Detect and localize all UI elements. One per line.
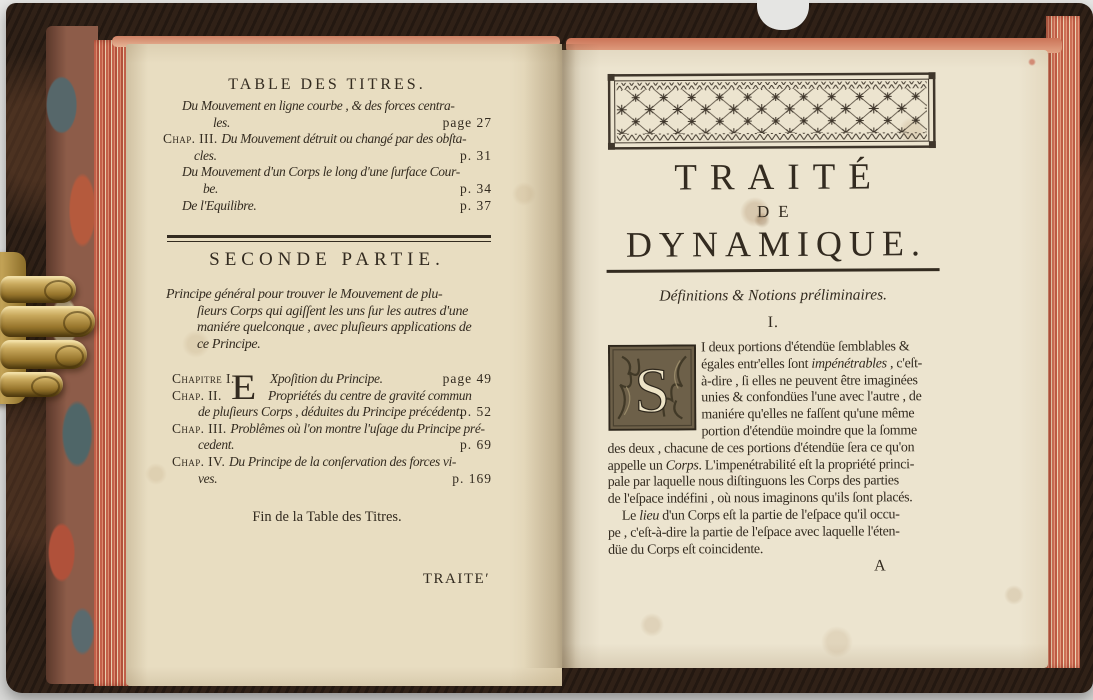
text-line	[162, 371, 492, 388]
text-line	[608, 457, 941, 476]
catchword: TRAITE′	[422, 571, 490, 587]
text-segment: Chapitre I.	[172, 371, 235, 386]
text-line	[162, 454, 492, 471]
text-segment: impénétrables	[811, 356, 887, 372]
text-segment: des deux , chacune de ces portions d'étendüe ſera ce qu'on	[607, 440, 915, 457]
text-line	[162, 304, 492, 321]
text-line	[608, 541, 941, 560]
text-segment: Chap. II.	[172, 387, 222, 403]
seconde-partie-heading: SECONDE PARTIE.	[209, 249, 445, 270]
chapter-list	[162, 367, 492, 487]
text-segment: à-dire , ſi elles ne peuvent être imaginées	[701, 372, 918, 389]
table-of-titles-entries	[162, 98, 492, 214]
page-number: p. 52	[460, 404, 492, 420]
first-paragraphs	[607, 339, 941, 559]
text-line	[608, 524, 941, 543]
fin-de-table-line: Fin de la Table des Titres.	[252, 509, 402, 525]
text-segment: ſieurs Corps qui agiſſent les uns ſur les autres d'une	[197, 303, 468, 319]
text-line	[162, 388, 492, 405]
text-segment: Du Principe de la conſervation des forces vi-	[229, 453, 457, 469]
signature-mark: A	[874, 557, 887, 575]
page-number: p. 169	[452, 470, 492, 486]
clasp-finger-tip	[63, 311, 92, 335]
clasp-finger-tip	[55, 345, 84, 368]
page-number: p. 31	[460, 147, 492, 163]
text-segment: maniére quelconque , avec pluſieurs applications de	[197, 320, 472, 336]
text-line	[162, 164, 492, 181]
text-segment: ves.	[198, 470, 218, 486]
right-page-text-block	[605, 0, 942, 700]
text-line	[607, 390, 940, 409]
text-line	[608, 490, 941, 509]
text-segment: cles.	[194, 147, 217, 163]
text-segment: maniére qu'elles ne faſſent qu'une même	[701, 406, 915, 423]
text-segment: Le	[621, 508, 640, 524]
text-segment: Principe général pour trouver le Mouvement de plu-	[166, 287, 443, 302]
text-segment: Problêmes où l'on montre l'uſage du Principe pré-	[230, 420, 485, 436]
text-segment: De l'Equilibre.	[182, 197, 257, 213]
text-line	[607, 373, 940, 392]
title-rule	[607, 268, 940, 273]
text-line	[162, 404, 492, 421]
text-segment: be.	[203, 180, 219, 196]
headpiece-ornament-icon	[608, 72, 936, 150]
page-number: p. 69	[460, 437, 492, 453]
book-title-line3: DYNAMIQUE.	[625, 223, 928, 265]
text-segment: , c'eſt-	[886, 356, 923, 372]
text-segment: cedent.	[198, 437, 235, 453]
table-des-titres-heading: TABLE DES TITRES.	[228, 76, 426, 93]
text-segment: Du Mouvement d'un Corps le long d'une ſurface Cour-	[182, 164, 460, 180]
text-segment: Du Mouvement en ligne courbe , & des forces centra-	[182, 98, 455, 113]
text-segment: pe , c'eſt-à-dire la partie de l'eſpace avec laquelle l'éten-	[607, 524, 900, 541]
clasp-finger	[0, 306, 95, 337]
right-page-edges	[1046, 16, 1080, 668]
text-segment: Corps	[665, 457, 699, 474]
text-line	[608, 474, 941, 493]
section-number: I.	[767, 313, 780, 332]
text-segment: Du Mouvement détruit ou changé par des obſta-	[221, 131, 467, 147]
drop-cap-s: S	[634, 354, 671, 426]
text-line	[162, 198, 492, 215]
text-segment: lieu	[639, 508, 660, 524]
text-segment: portion d'étendüe moindre que la ſomme	[701, 423, 917, 440]
brass-clasp-icon	[0, 252, 100, 404]
page-number: page 27	[442, 114, 492, 130]
section-heading: Définitions & Notions préliminaires.	[659, 286, 888, 305]
text-segment: unies & confondües l'une avec l'autre , de	[701, 389, 922, 406]
clasp-finger	[0, 340, 87, 369]
clasp-finger-tip	[44, 280, 73, 302]
text-segment: ce Principe.	[197, 336, 261, 352]
text-line	[162, 471, 492, 488]
book-title-line1: TRAITÉ	[674, 156, 884, 199]
text-line	[162, 287, 492, 304]
page-number: p. 34	[460, 180, 492, 196]
drop-cap-e: E	[231, 367, 257, 407]
text-segment: Chap. IV.	[172, 453, 230, 469]
text-line	[162, 148, 492, 165]
text-line	[162, 98, 492, 115]
text-line	[607, 406, 940, 425]
text-segment: de l'eſpace indéfini , où nous imaginons qu'ils ſont placés.	[607, 490, 913, 508]
text-line	[162, 337, 492, 354]
text-line	[607, 440, 940, 459]
text-line	[162, 181, 492, 198]
page-number: page 49	[442, 371, 492, 386]
clasp-finger	[0, 276, 76, 303]
double-rule-divider	[167, 235, 491, 242]
clasp-finger-tip	[31, 376, 60, 397]
book-title-line2: DE	[756, 201, 798, 222]
text-segment: Propriétés du centre de gravité commun	[268, 387, 472, 403]
text-line	[162, 320, 492, 337]
text-segment: les.	[213, 114, 230, 130]
text-line	[162, 421, 492, 438]
text-segment: Chap. III.	[163, 131, 222, 147]
part-summary	[162, 287, 492, 353]
text-line	[162, 131, 492, 148]
text-line	[607, 339, 940, 358]
body-paragraphs	[607, 339, 941, 559]
text-line	[162, 437, 492, 454]
text-segment: I deux portions d'étendüe ſemblables &	[700, 339, 910, 356]
text-line	[607, 356, 940, 375]
text-line	[162, 115, 492, 132]
page-number: p. 37	[460, 197, 492, 213]
text-segment: pale par laquelle nous diſtinguons les Corps des parties	[607, 473, 899, 491]
text-segment: Chap. III.	[172, 420, 231, 436]
left-page-text-block	[162, 0, 492, 700]
text-line	[607, 423, 940, 442]
text-segment: düe du Corps eſt coincidente.	[608, 541, 764, 558]
text-segment: appelle un	[607, 458, 666, 474]
text-segment: Xpoſition du Principe.	[270, 371, 383, 386]
text-line	[608, 507, 941, 526]
text-segment: . L'impenétrabilité eſt la propriété princi-	[698, 456, 915, 473]
text-segment: égales entr'elles ſont	[701, 356, 812, 373]
text-segment: d'un Corps eſt la partie de l'eſpace qu'il occu-	[659, 507, 900, 524]
text-segment: de pluſieurs Corps , déduites du Principe précédent.	[198, 404, 463, 420]
clasp-finger	[0, 372, 63, 397]
